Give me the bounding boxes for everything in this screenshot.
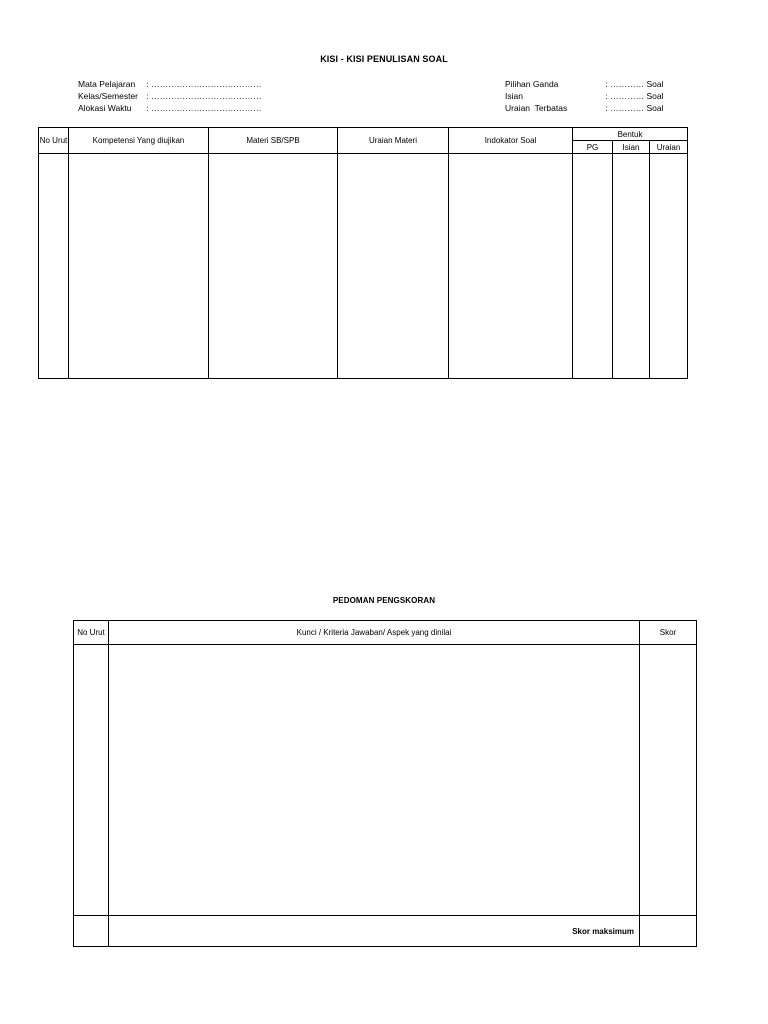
- col-bentuk: Bentuk: [573, 128, 688, 141]
- meta-label: Alokasi Waktu: [78, 103, 132, 113]
- meta-label: Mata Pelajaran: [78, 79, 136, 89]
- cell-footer-no: [74, 916, 109, 947]
- meta-sep: :: [146, 103, 149, 113]
- meta-value: ………… Soal: [610, 103, 664, 113]
- meta-sep: :: [605, 79, 608, 89]
- meta-label: Isian: [505, 91, 523, 101]
- meta-label: Kelas/Semester: [78, 91, 138, 101]
- meta-label: Pilihan Ganda: [505, 79, 559, 89]
- cell-skor[interactable]: [640, 645, 697, 916]
- cell-indikator[interactable]: [449, 154, 573, 379]
- col-no-urut: No Urut: [39, 128, 69, 154]
- meta-sep: :: [146, 79, 149, 89]
- pedoman-table: [73, 620, 697, 947]
- pedoman-header-row: [74, 621, 697, 645]
- meta-value: …………………………………: [151, 91, 262, 101]
- col-kunci: Kunci / Kriteria Jawaban/ Aspek yang dinilai: [109, 621, 640, 645]
- col-materi: Materi SB/SPB: [209, 128, 338, 154]
- cell-kunci[interactable]: [109, 645, 640, 916]
- skor-maksimum-label: Skor maksimum: [109, 916, 640, 947]
- col-pg: PG: [573, 141, 613, 154]
- col-indikator: Indokator Soal: [449, 128, 573, 154]
- col-uraian: Uraian: [650, 141, 688, 154]
- kisi-title: KISI - KISI PENULISAN SOAL: [320, 54, 448, 64]
- cell-uraian-materi[interactable]: [338, 154, 449, 379]
- meta-sep: :: [605, 91, 608, 101]
- meta-row-kelas-semester: [78, 90, 262, 102]
- kisi-left-meta: [78, 78, 262, 114]
- cell-pg[interactable]: [573, 154, 613, 379]
- cell-skor-maksimum[interactable]: [640, 916, 697, 947]
- cell-materi[interactable]: [209, 154, 338, 379]
- cell-no[interactable]: [74, 645, 109, 916]
- meta-row-pilihan-ganda: [505, 78, 664, 90]
- kisi-header-row: [39, 128, 688, 141]
- cell-no[interactable]: [39, 154, 69, 379]
- cell-uraian[interactable]: [650, 154, 688, 379]
- kisi-body-row: [39, 154, 688, 379]
- pedoman-footer-row: [74, 916, 697, 947]
- meta-sep: :: [605, 103, 608, 113]
- meta-row-isian: [505, 90, 664, 102]
- pedoman-title: PEDOMAN PENGSKORAN: [332, 596, 436, 605]
- pedoman-body-row: [74, 645, 697, 916]
- col-kompetensi: Kompetensi Yang diujikan: [69, 128, 209, 154]
- meta-label: Uraian Terbatas: [505, 103, 568, 113]
- col-no-urut: No Urut: [74, 621, 109, 645]
- cell-isian[interactable]: [613, 154, 650, 379]
- meta-row-uraian-terbatas: [505, 102, 664, 114]
- col-isian: Isian: [613, 141, 650, 154]
- col-uraian-materi: Uraian Materi: [338, 128, 449, 154]
- meta-value: ………… Soal: [610, 79, 664, 89]
- meta-row-mata-pelajaran: [78, 78, 262, 90]
- meta-value: …………………………………: [151, 79, 262, 89]
- meta-value: …………………………………: [151, 103, 262, 113]
- kisi-right-meta: [505, 78, 664, 114]
- kisi-table: [38, 127, 688, 379]
- meta-value: ………… Soal: [610, 91, 664, 101]
- col-skor: Skor: [640, 621, 697, 645]
- meta-row-alokasi-waktu: [78, 102, 262, 114]
- meta-sep: :: [146, 91, 149, 101]
- cell-kompetensi[interactable]: [69, 154, 209, 379]
